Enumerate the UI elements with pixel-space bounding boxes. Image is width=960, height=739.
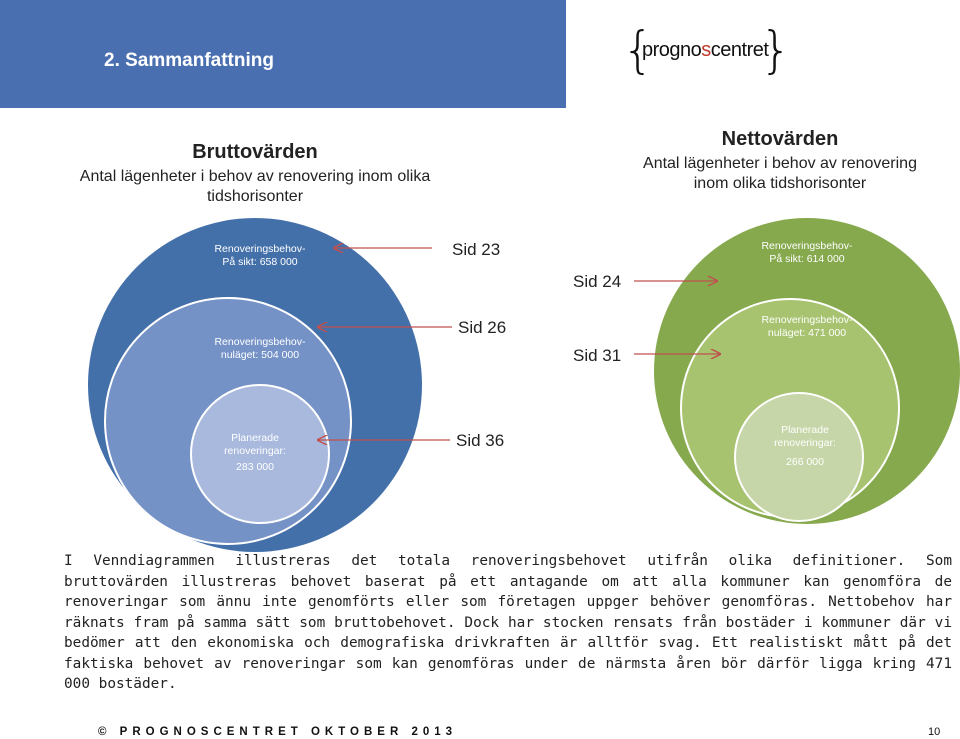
logo-brace-close: }: [760, 21, 792, 79]
gross-outer-label: Renoveringsbehov- På sikt: 658 000: [214, 243, 306, 268]
header-band: [0, 0, 566, 108]
page-number: 10: [928, 726, 941, 738]
ref-sid-24: Sid 24: [573, 272, 622, 291]
ref-sid-26: Sid 26: [458, 318, 507, 337]
gross-title: Bruttovärden: [192, 141, 318, 163]
net-title: Nettovärden: [721, 128, 839, 150]
summary-paragraph: I Venndiagrammen illustreras det totala renoveringsbehovet utifrån olika definitioner. Som bruttovärden illustreras behovet baserat på ett antagande om att alla kommuner kan genomföra de renoveringar som ännu inte genomförts eller som företagen uppger behöver genomföras. Nettobehov har räknats fram på samma sätt som bruttobehovet. Dock har stocken rensats från bostäder i kommuner där vi bedömer att den ekonomiska och demografiska drivkraften är alltför svag. Ett realistiskt mått på det faktiska behovet av renoveringar som kan genomföras under de närmsta åren bör därför ligga kring 471 000 bostäder.: [64, 553, 952, 692]
logo-brace-open: {: [622, 21, 654, 79]
gross-inner-label: Planerade renoveringar: 283 000: [224, 432, 286, 473]
gross-middle-label: Renoveringsbehov- nuläget: 504 000: [214, 336, 306, 361]
net-subtitle-line1: Antal lägenheter i behov av renovering: [643, 155, 917, 172]
ref-sid-23: Sid 23: [452, 240, 501, 259]
net-subtitle-line2: inom olika tidshorisonter: [693, 175, 867, 192]
net-title-block: [600, 128, 960, 194]
net-outer-label: Renoveringsbehov- På sikt: 614 000: [761, 240, 853, 265]
net-inner-label: Planerade renoveringar: 266 000: [774, 424, 836, 468]
gross-subtitle-line2: tidshorisonter: [206, 188, 304, 205]
gross-title-block: [30, 141, 480, 207]
ref-sid-36: Sid 36: [456, 431, 505, 450]
page-title: 2. Sammanfattning: [104, 50, 274, 71]
gross-subtitle-line1: Antal lägenheter i behov av renovering inom olika: [79, 168, 431, 185]
footer-copyright: © PROGNOSCENTRET OKTOBER 2013: [98, 726, 458, 738]
prognoscentret-logo: [620, 21, 792, 82]
logo-text: prognoscentret: [642, 39, 769, 61]
ref-sid-31: Sid 31: [573, 346, 622, 365]
net-middle-label: Renoveringsbehov- nuläget: 471 000: [761, 314, 853, 339]
